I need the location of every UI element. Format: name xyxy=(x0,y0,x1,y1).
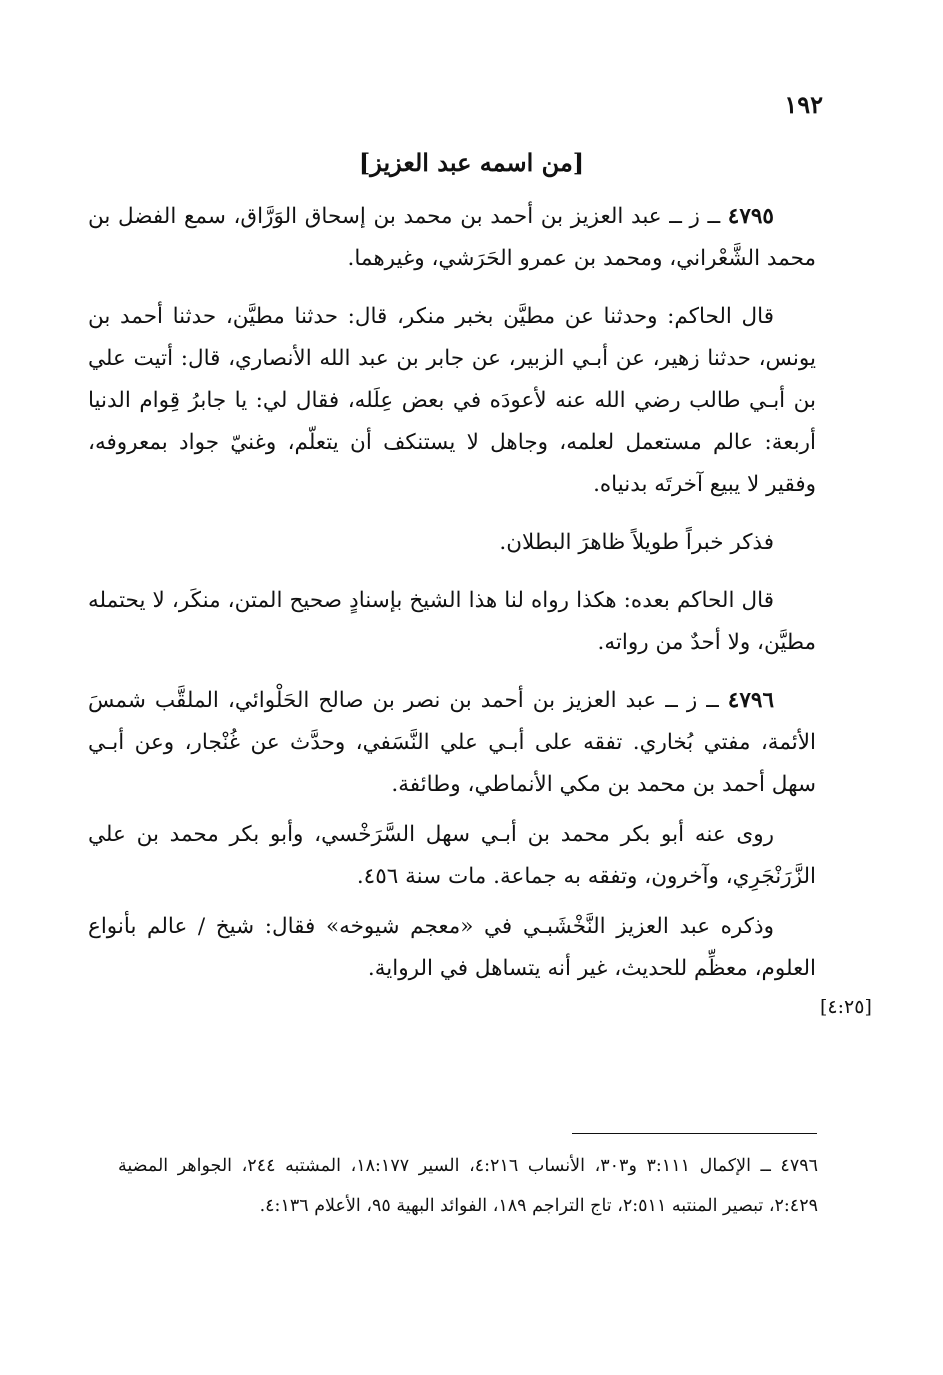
main-text xyxy=(88,196,816,990)
paragraph: قال الحاكم بعده: هكذا رواه لنا هذا الشيخ بإسنادٍ صحيح المتن، منكَر، لا يحتمله مطيَّن، ولا أحدٌ من رواته. xyxy=(88,588,816,655)
margin-reference: [٤:٢٥] xyxy=(820,996,872,1018)
entry-text: ــ ز ــ عبد العزيز بن أحمد بن نصر بن صالح الحَلْوائي، الملقَّب شمسَ الأئمة، مفتي بُخاري. تفقه على أبـي علي النَّسَفي، وحدَّث عن غُنْجار، وعن أبـي سهل أحمد بن محمد بن مكي الأنماطي، وطائفة. xyxy=(88,688,816,797)
entry-4796 xyxy=(88,680,816,806)
paragraph: فذكر خبراً طويلاً ظاهرَ البطلان. xyxy=(499,530,774,555)
section-heading: [من اسمه عبد العزيز] xyxy=(358,148,585,177)
footnote-divider xyxy=(572,1133,817,1134)
footnote: ٤٧٩٦ ــ الإكمال ٣:١١١ و٣٠٣، الأنساب ٤:٢١٦، السير ١٨:١٧٧، المشتبه ٢٤٤، الجواهر المضية ٢:٤٢٩، تبصير المنتبه ٢:٥١١، تاج التراجم ١٨٩، الفوائد البهية ٩٥، الأعلام ٤:١٣٦. xyxy=(118,1156,819,1216)
entry-number: ٤٧٩٥ xyxy=(727,204,774,229)
paragraph: وذكره عبد العزيز النَّخْشَبـي في «معجم شيوخه» فقال: شيخ / عالم بأنواع العلوم، معظِّم للحديث، غير أنه يتساهل في الرواية. xyxy=(88,914,816,981)
entry-4795 xyxy=(88,196,816,280)
paragraph: روى عنه أبو بكر محمد بن أبـي سهل السَّرَخْسي، وأبو بكر محمد بن علي الزَّرَنْجَرِي، وآخرون، وتفقه به جماعة. مات سنة ٤٥٦. xyxy=(88,822,816,889)
paragraph: قال الحاكم: وحدثنا عن مطيَّن بخبر منكر، قال: حدثنا مطيَّن، حدثنا أحمد بن يونس، حدثنا زهير، عن أبـي الزبير، عن جابر بن عبد الله الأنصاري، قال: أتيت علي بن أبـي طالب رضي الله عنه لأعودَه في بعض عِلَله، فقال لي: يا جابرُ قِوام الدنيا أربعة: عالم مستعمل لعلمه، وجاهل لا يستنكف أن يتعلّم، وغنيّ جواد بمعروفه، وفقير لا يبيع آخرتَه بدنياه. xyxy=(88,304,816,497)
entry-text: ــ ز ــ عبد العزيز بن أحمد بن محمد بن إسحاق الوَرَّاق، سمع الفضل بن محمد الشَّعْراني، ومحمد بن عمرو الحَرَشي، وغيرهما. xyxy=(88,204,816,271)
entry-number: ٤٧٩٦ xyxy=(727,688,774,713)
page-number: ١٩٢ xyxy=(784,90,823,119)
